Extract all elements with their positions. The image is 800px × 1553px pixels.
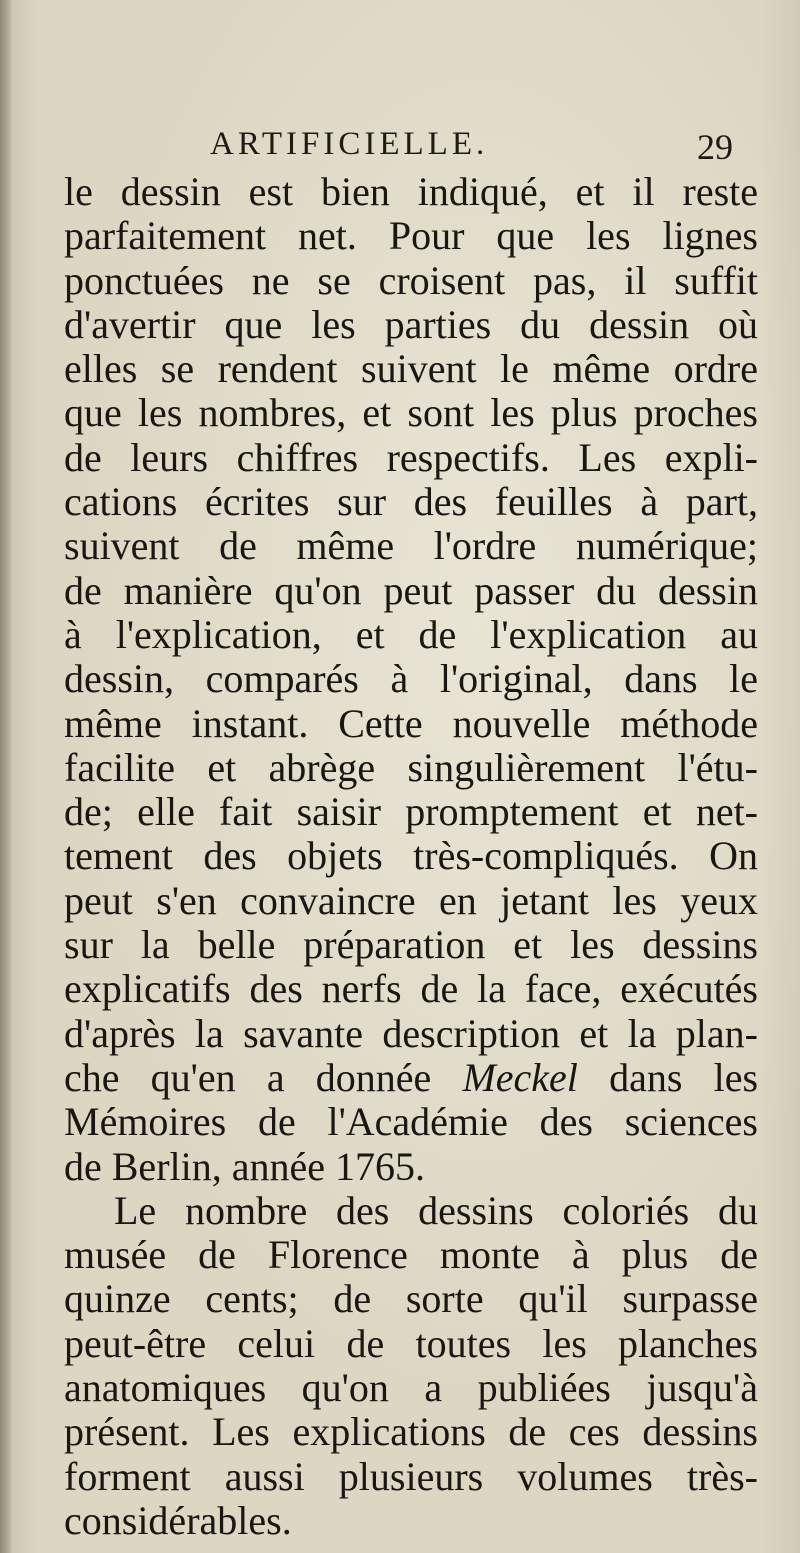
text-line: ponctuées ne se croisent pas, il suffit xyxy=(64,257,758,303)
running-title: ARTIFICIELLE. xyxy=(210,126,489,162)
text-line: anatomiques qu'on a publiées jusqu'à xyxy=(64,1365,758,1411)
text-line: cations écrites sur des feuilles à part, xyxy=(64,479,758,525)
text-line: même instant. Cette nouvelle méthode xyxy=(64,700,758,746)
text-line: à l'explication, et de l'explication au xyxy=(64,611,758,657)
text-segment: dans les xyxy=(609,1054,759,1100)
text-line-with-italic-name xyxy=(64,1056,758,1100)
text-line: de leurs chiffres respectifs. Les expli- xyxy=(64,434,758,480)
text-line: de; elle fait saisir promptement et net- xyxy=(64,789,758,835)
paragraph-first-line: Le nombre des dessins coloriés du xyxy=(114,1187,758,1233)
body-text xyxy=(64,170,758,1543)
text-segment: che qu'en a donnée xyxy=(64,1054,432,1100)
text-line: dessin, comparés à l'original, dans le xyxy=(64,656,758,702)
page-number: 29 xyxy=(697,127,733,167)
text-line: parfaitement net. Pour que les lignes xyxy=(64,213,758,259)
italic-author-name: Meckel xyxy=(462,1054,578,1100)
text-line: que les nombres, et sont les plus proches xyxy=(64,390,758,436)
text-line: explicatifs des nerfs de la face, exécutés xyxy=(64,966,758,1012)
text-line: facilite et abrège singulièrement l'étu- xyxy=(64,744,758,790)
text-line: peut-être celui de toutes les planches xyxy=(64,1320,758,1366)
text-line: peut s'en convaincre en jetant les yeux xyxy=(64,877,758,923)
text-line: considérables. xyxy=(64,1497,292,1543)
page-binding-edge xyxy=(0,0,12,1553)
text-line: forment aussi plusieurs volumes très- xyxy=(64,1453,758,1499)
text-line: suivent de même l'ordre numérique; xyxy=(64,523,758,569)
text-line: le dessin est bien indiqué, et il reste xyxy=(64,169,758,214)
text-line: d'avertir que les parties du dessin où xyxy=(64,301,758,347)
text-line: présent. Les explications de ces dessins xyxy=(64,1409,758,1455)
text-line: elles se rendent suivent le même ordre xyxy=(64,346,758,392)
text-line: sur la belle préparation et les dessins xyxy=(64,922,758,968)
text-line: d'après la savante description et la plan- xyxy=(64,1010,758,1056)
text-line: de Berlin, année 1765. xyxy=(64,1143,425,1189)
text-line: tement des objets très-compliqués. On xyxy=(64,833,758,879)
text-line: musée de Florence monte à plus de xyxy=(64,1232,758,1278)
text-line: Mémoires de l'Académie des sciences xyxy=(64,1099,758,1145)
text-line: quinze cents; de sorte qu'il surpasse xyxy=(64,1276,758,1322)
running-head xyxy=(0,126,800,166)
text-line: de manière qu'on peut passer du dessin xyxy=(64,567,758,613)
